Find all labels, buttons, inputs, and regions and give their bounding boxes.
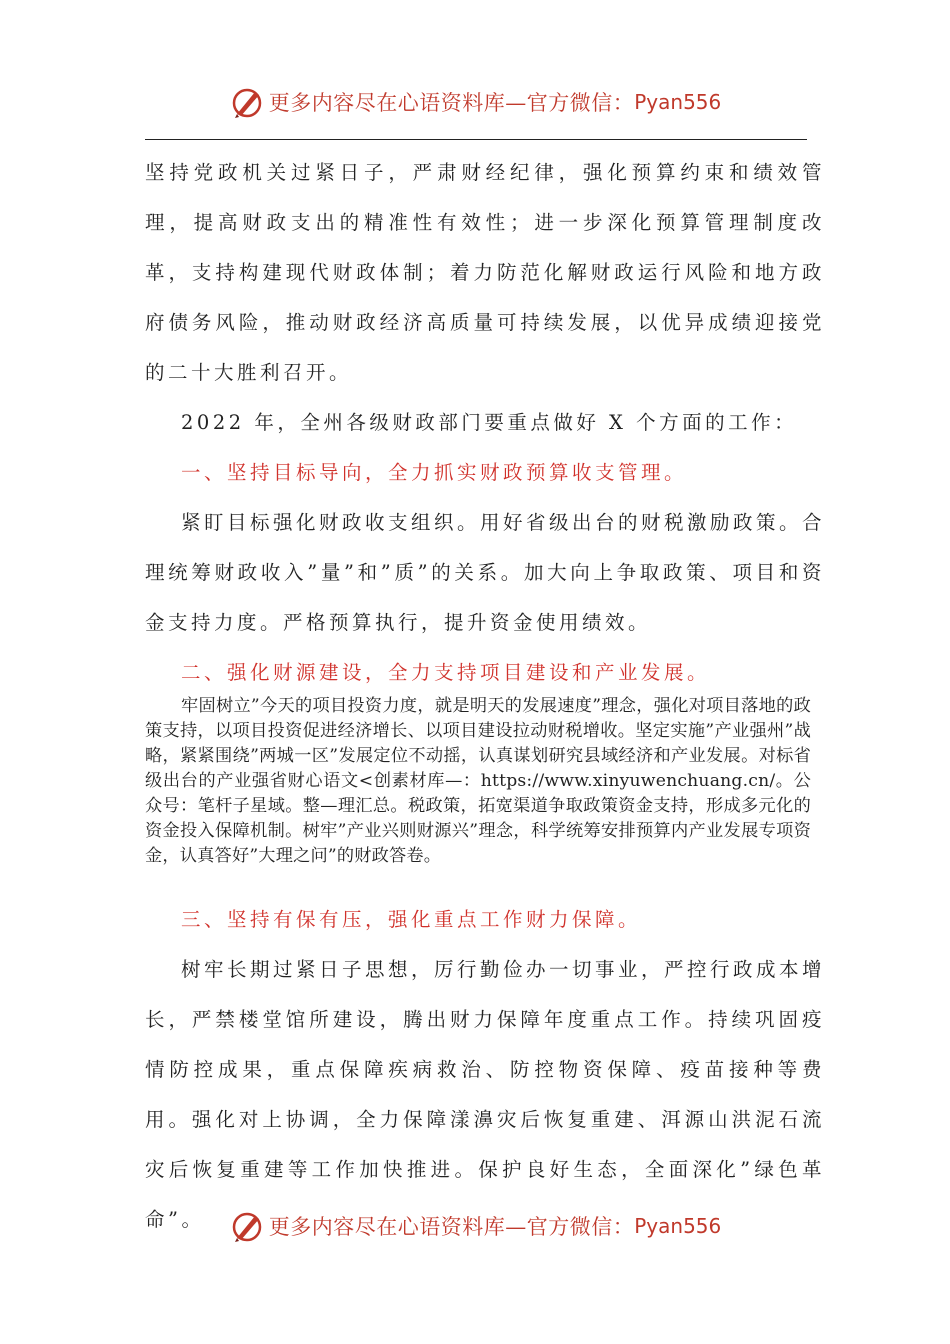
section-paragraph-1: 紧盯目标强化财政收支组织。用好省级出台的财税激励政策。合理统筹财政收入”量”和”质”的关系。加大向上争取政策、项目和资金支持力度。严格预算执行，提升资金使用绩效。 [145, 511, 826, 634]
header-divider [145, 139, 807, 140]
footer-banner-text: 更多内容尽在心语资料库—官方微信： [268, 1215, 635, 1239]
header-banner [0, 82, 950, 122]
pen-logo-icon [229, 84, 265, 120]
section-2-block [145, 694, 811, 869]
section-heading-1: 一、坚持目标导向，全力抓实财政预算收支管理。 [181, 461, 688, 484]
intro-paragraph: 坚持党政机关过紧日子，严肃财经纪律，强化预算约束和绩效管理，提高财政支出的精准性有效性；进一步深化预算管理制度改革，支持构建现代财政体制；着力防范化解财政运行风险和地方政府债务风险，推动财政经济高质量可持续发展，以优异成绩迎接党的二十大胜利召开。 [145, 161, 825, 384]
footer-banner-id: Pyan556 [634, 1214, 722, 1238]
section-3-block [145, 895, 825, 1245]
footer-banner [0, 1206, 950, 1246]
intro-block [145, 148, 825, 698]
section-heading-2: 二、强化财源建设，全力支持项目建设和产业发展。 [181, 661, 711, 684]
year-paragraph: 2022 年，全州各级财政部门要重点做好 X 个方面的工作： [181, 411, 798, 434]
pen-logo-icon [229, 1208, 265, 1244]
section-paragraph-2: 牢固树立”今天的项目投资力度，就是明天的发展速度”理念，强化对项目落地的政策支持，以项目投资促进经济增长、以项目建设拉动财税增收。坚定实施”产业强州”战略，紧紧围绕”两城一区”发展定位不动摇，认真谋划研究县域经济和产业发展。对标省级出台的产业强省财心语文<创素材库—：https://www.xinyuwenchuang.cn/。公众号：笔杆子星域。整—理汇总。税政策，拓宽渠道争取政策资金支持，形成多元化的资金投入保障机制。树牢”产业兴则财源兴”理念，科学统筹安排预算内产业发展专项资金，认真答好”大理之问”的财政答卷。 [145, 696, 811, 866]
section-heading-3: 三、坚持有保有压，强化重点工作财力保障。 [181, 908, 642, 931]
header-banner-text: 更多内容尽在心语资料库—官方微信： [268, 91, 635, 115]
header-banner-id: Pyan556 [634, 90, 722, 114]
section-paragraph-3: 树牢长期过紧日子思想，厉行勤俭办一切事业，严控行政成本增长，严禁楼堂馆所建设，腾出财力保障年度重点工作。持续巩固疫情防控成果，重点保障疾病救治、防控物资保障、疫苗接种等费用。强化对上协调，全力保障漾濞灾后恢复重建、洱源山洪泥石流灾后恢复重建等工作加快推进。保护良好生态，全面深化”绿色革命”。 [145, 958, 826, 1231]
